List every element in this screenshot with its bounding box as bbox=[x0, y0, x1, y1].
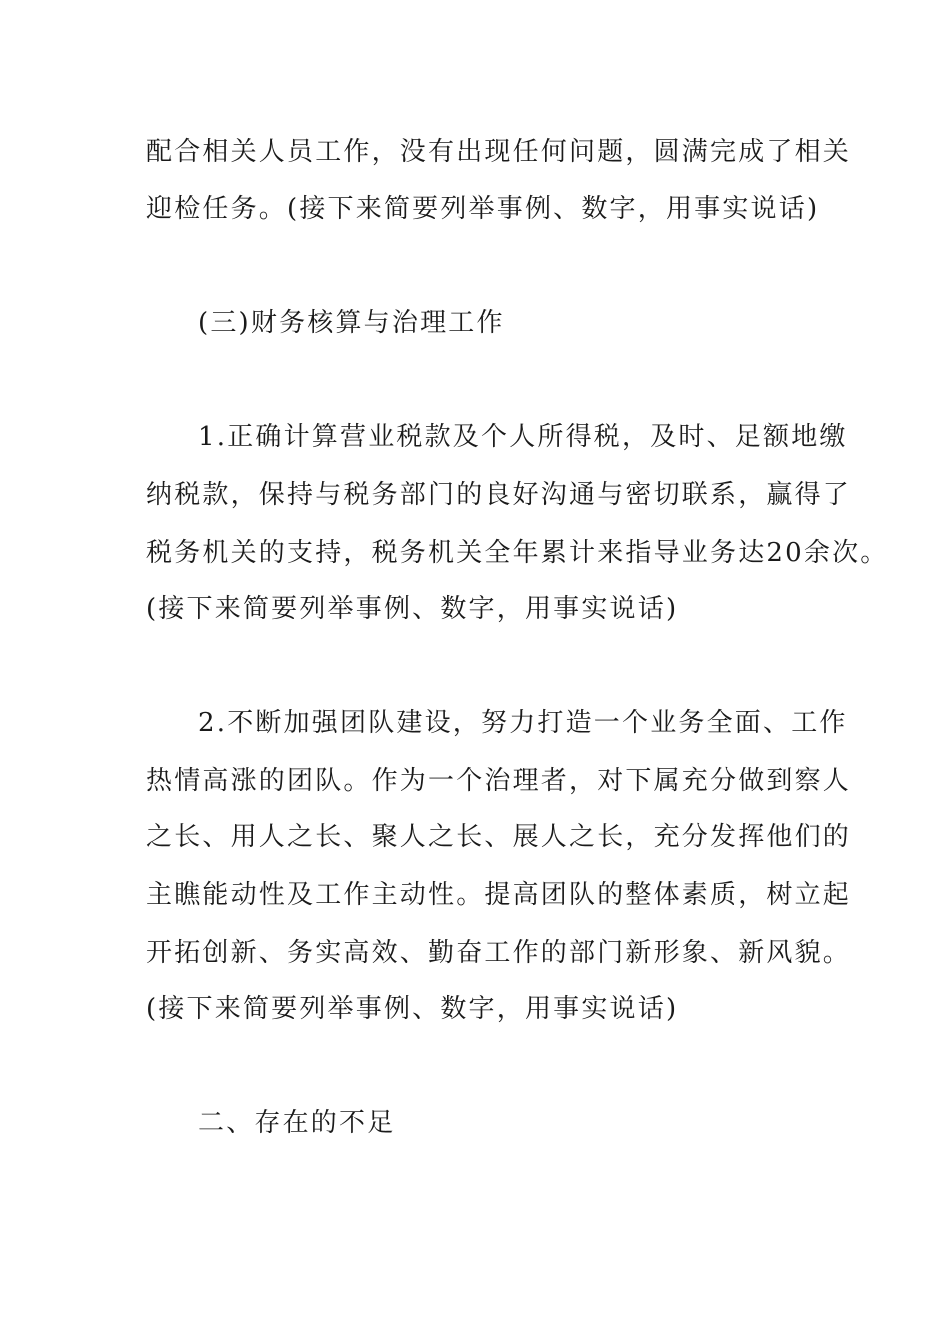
section-heading: (三)财务核算与治理工作 bbox=[198, 308, 505, 338]
paragraph-line: 主瞧能动性及工作主动性。提高团队的整体素质，树立起 bbox=[146, 880, 852, 910]
paragraph-line: 税务机关的支持，税务机关全年累计来指导业务达20余次。 bbox=[146, 538, 889, 568]
paragraph-line: 开拓创新、务实高效、勤奋工作的部门新形象、新风貌。 bbox=[146, 938, 852, 968]
section-heading: 二、存在的不足 bbox=[198, 1108, 396, 1138]
paragraph-line: (接下来简要列举事例、数字，用事实说话) bbox=[146, 994, 679, 1024]
paragraph-line: 迎检任务。(接下来简要列举事例、数字，用事实说话) bbox=[146, 194, 820, 224]
paragraph-line: (接下来简要列举事例、数字，用事实说话) bbox=[146, 594, 679, 624]
paragraph-line: 热情高涨的团队。作为一个治理者，对下属充分做到察人 bbox=[146, 766, 852, 796]
paragraph-line: 纳税款，保持与税务部门的良好沟通与密切联系，赢得了 bbox=[146, 480, 852, 510]
paragraph-line: 1.正确计算营业税款及个人所得税，及时、足额地缴 bbox=[198, 422, 848, 452]
paragraph-line: 配合相关人员工作，没有出现任何问题，圆满完成了相关 bbox=[146, 137, 852, 167]
paragraph-line: 之长、用人之长、聚人之长、展人之长，充分发挥他们的 bbox=[146, 822, 852, 852]
paragraph-line: 2.不断加强团队建设，努力打造一个业务全面、工作 bbox=[198, 708, 848, 738]
